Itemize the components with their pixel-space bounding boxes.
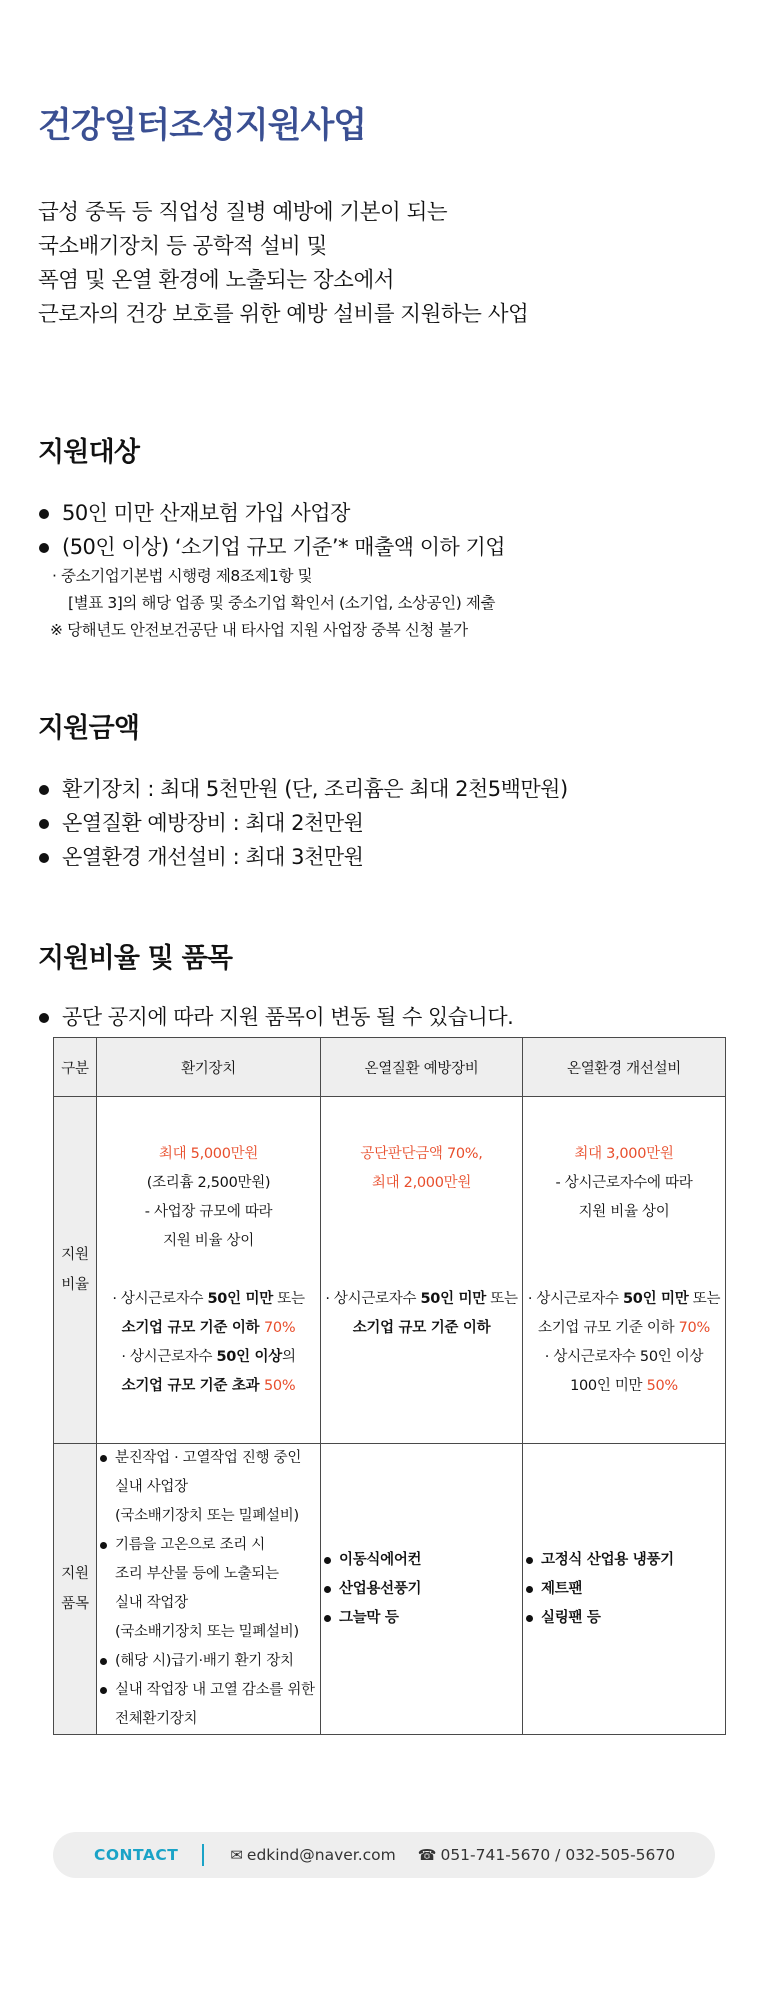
heat-environment-condition: · 상시근로자수 50인 이상 — [544, 1348, 704, 1365]
ratio-list — [38, 1000, 513, 1034]
ventilation-condition: 소기업 규모 기준 초과 50% — [121, 1377, 296, 1394]
heat-prevention-items — [321, 1546, 522, 1633]
list-item: 실내 작업장 내 고열 감소를 위한 전체환기장치 — [97, 1676, 320, 1734]
heat-prevention-rate: 공단판단금액 70%, — [360, 1145, 483, 1162]
ventilation-max: 최대 5,000만원 — [158, 1145, 259, 1162]
ventilation-condition: 소기업 규모 기준 이하 70% — [121, 1319, 296, 1336]
heat-prevention-condition: · 상시근로자수 50인 미만 또는 — [325, 1290, 518, 1307]
ventilation-note: 지원 비율 상이 — [163, 1232, 254, 1249]
heat-environment-rate-cell — [523, 1097, 726, 1444]
intro-line: 근로자의 건강 보호를 위한 예방 설비를 지원하는 사업 — [38, 302, 529, 327]
header-ventilation: 환기장치 — [97, 1038, 321, 1097]
intro-line: 급성 중독 등 직업성 질병 예방에 기본이 되는 — [38, 200, 448, 225]
support-table — [53, 1037, 726, 1735]
phone-icon: ☎ — [417, 1846, 437, 1864]
note-line: [별표 3]의 해당 업종 및 중소기업 확인서 (소기업, 소상공인) 제출 — [68, 594, 496, 612]
list-item: 환기장치 : 최대 5천만원 (단, 조리흄은 최대 2천5백만원) — [38, 772, 568, 806]
row-label-rate — [54, 1097, 97, 1444]
heat-environment-condition: 100인 미만 50% — [570, 1377, 678, 1394]
list-item: 그늘막 등 — [321, 1604, 522, 1633]
list-item: 온열환경 개선설비 : 최대 3천만원 — [38, 840, 568, 874]
heat-prevention-max: 최대 2,000만원 — [371, 1174, 472, 1191]
heat-environment-condition: 소기업 규모 기준 이하 70% — [538, 1319, 710, 1336]
amount-heading: 지원금액 — [38, 713, 140, 744]
target-heading: 지원대상 — [38, 437, 140, 468]
note-line: ※ 당해년도 안전보건공단 내 타사업 지원 사업장 중복 신청 불가 — [50, 621, 468, 639]
list-item: 제트팬 — [523, 1575, 725, 1604]
header-heat-prevention: 온열질환 예방장비 — [321, 1038, 523, 1097]
ventilation-items — [97, 1444, 320, 1734]
row-label-line: 지원 — [61, 1566, 89, 1582]
row-label-line: 품목 — [61, 1596, 89, 1612]
list-item: 산업용선풍기 — [321, 1575, 522, 1604]
ventilation-fume: (조리흄 2,500만원) — [146, 1174, 271, 1191]
list-item: 실링팬 등 — [523, 1604, 725, 1633]
contact-label: CONTACT — [94, 1846, 179, 1864]
ventilation-items-cell — [97, 1444, 321, 1735]
page-title: 건강일터조성지원사업 — [38, 106, 367, 146]
header-heat-environment: 온열환경 개선설비 — [523, 1038, 726, 1097]
row-label-line: 비율 — [61, 1277, 89, 1293]
list-item: 공단 공지에 따라 지원 품목이 변동 될 수 있습니다. — [38, 1000, 513, 1034]
ventilation-condition: · 상시근로자수 50인 이상의 — [121, 1348, 296, 1365]
intro-line: 국소배기장치 등 공학적 설비 및 — [38, 234, 327, 259]
heat-prevention-condition: 소기업 규모 기준 이하 — [352, 1319, 491, 1336]
target-notes — [52, 563, 495, 644]
heat-prevention-rate-cell — [321, 1097, 523, 1444]
contact-divider — [202, 1844, 204, 1866]
list-item: 이동식에어컨 — [321, 1546, 522, 1575]
table-row — [54, 1444, 726, 1735]
table-row — [54, 1097, 726, 1444]
table-header-row — [54, 1038, 726, 1097]
list-item: 50인 미만 산재보험 가입 사업장 — [38, 496, 505, 530]
ventilation-rate-cell — [97, 1097, 321, 1444]
ventilation-condition: · 상시근로자수 50인 미만 또는 — [112, 1290, 305, 1307]
amount-list — [38, 772, 568, 874]
contact-email[interactable]: edkind@naver.com — [246, 1846, 396, 1864]
heat-prevention-items-cell — [321, 1444, 523, 1735]
heat-environment-note: 지원 비율 상이 — [578, 1203, 670, 1220]
list-item: 분진작업 · 고열작업 진행 중인 실내 사업장 (국소배기장치 또는 밀폐설비) — [97, 1444, 320, 1531]
list-item: 온열질환 예방장비 : 최대 2천만원 — [38, 806, 568, 840]
row-label-line: 지원 — [61, 1247, 89, 1263]
list-item: 고정식 산업용 냉풍기 — [523, 1546, 725, 1575]
list-item: 기름을 고온으로 조리 시 조리 부산물 등에 노출되는 실내 작업장 (국소배기장치 또는 밀폐설비) — [97, 1531, 320, 1647]
ratio-heading: 지원비율 및 품목 — [38, 943, 233, 974]
list-item: (50인 이상) ‘소기업 규모 기준’* 매출액 이하 기업 — [38, 530, 505, 564]
target-list — [38, 496, 505, 564]
intro-line: 폭염 및 온열 환경에 노출되는 장소에서 — [38, 268, 394, 293]
row-label-items — [54, 1444, 97, 1735]
heat-environment-max: 최대 3,000만원 — [574, 1145, 674, 1162]
contact-bar — [53, 1832, 715, 1878]
ventilation-note: - 사업장 규모에 따라 — [144, 1203, 273, 1220]
contact-phone[interactable]: 051-741-5670 / 032-505-5670 — [440, 1846, 676, 1864]
note-line: · 중소기업기본법 시행령 제8조제1항 및 — [52, 567, 313, 585]
list-item: (해당 시)급기·배기 환기 장치 — [97, 1647, 320, 1676]
intro-text — [38, 196, 528, 332]
heat-environment-condition: · 상시근로자수 50인 미만 또는 — [527, 1290, 721, 1307]
heat-environment-items — [523, 1546, 725, 1633]
heat-environment-note: - 상시근로자수에 따라 — [555, 1174, 693, 1191]
heat-environment-items-cell — [523, 1444, 726, 1735]
email-icon: ✉ — [230, 1846, 243, 1864]
header-category: 구분 — [54, 1038, 97, 1097]
